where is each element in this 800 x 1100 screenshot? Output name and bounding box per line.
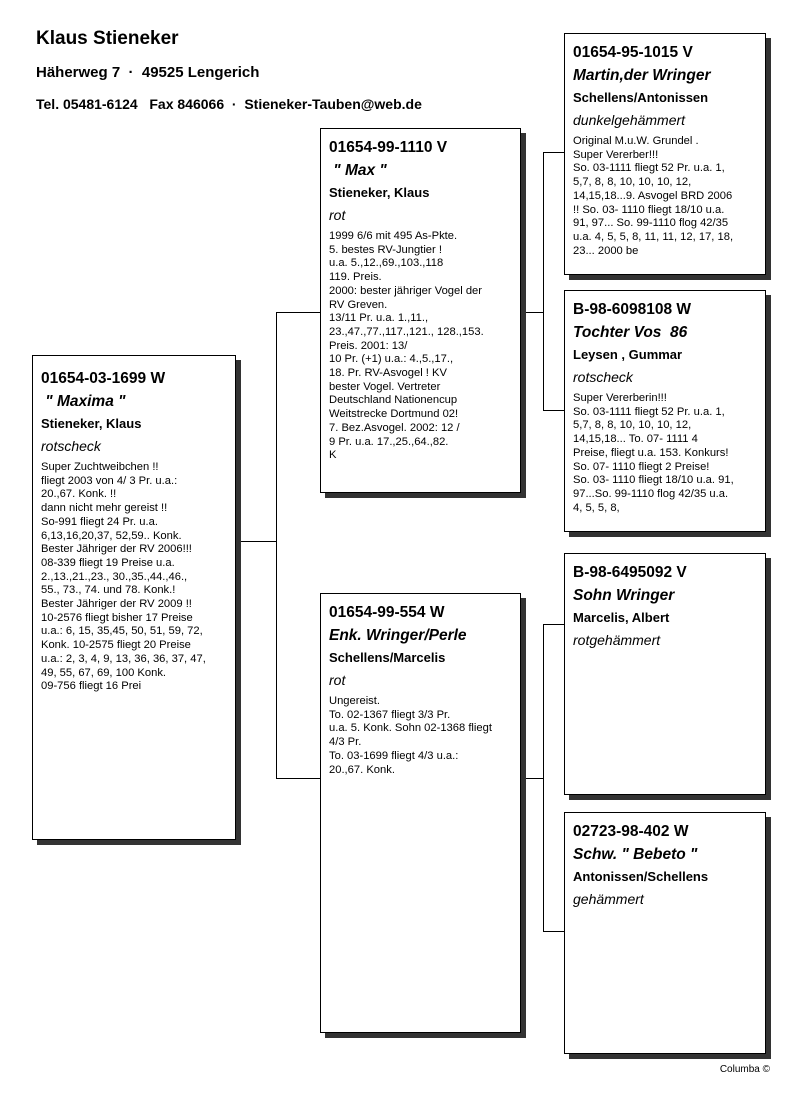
pigeon-color: gehämmert (573, 891, 644, 907)
footer-credit: Columba © (719, 1064, 770, 1075)
maternal-grandmother-card (564, 812, 766, 1054)
ring-number: B-98-6098108 W (573, 301, 692, 318)
breeder-name: Antonissen/Schellens (573, 869, 709, 884)
pigeon-name: " Maxima " (41, 393, 126, 410)
connector-line (276, 778, 320, 779)
ring-number: 01654-99-554 W (329, 604, 445, 621)
paternal-grandfather-card (564, 33, 766, 275)
breeder-name: Leysen , Gummar (573, 347, 683, 362)
mother-pigeon-card (320, 593, 521, 1033)
pigeon-notes: Original M.u.W. Grundel . Super Vererber!!! So. 03-1111 fliegt 52 Pr. u.a. 1, 5,7, 8, 8, 10, 10, 10, 12, 14,15,18...9. Asvogel BRD 2006 !! So. 03- 1110 fliegt 18/10 u.a. 91, 97... So. 99-1110 flog 42/35 u.a. 4, 5, 5, 8, 11, 11, 12, 17, 18, 23... 2000 be (573, 135, 734, 257)
connector-line (543, 152, 544, 410)
owner-address: Häherweg 7 · 49525 Lengerich (36, 64, 260, 81)
pigeon-notes: 1999 6/6 mit 495 As-Pkte. 5. bestes RV-Jungtier ! u.a. 5.,12.,69.,103.,118 119. Preis. 2000: bester jähriger Vogel der RV Greven. 13/11 Pr. u.a. 1.,11., 23.,47.,77.,117.,121., 128.,153. Preis. 2001: 13/ 10 Pr. (+1) u.a.: 4.,5.,17., 18. Pr. RV-Asvogel ! KV bester Vogel. Vertreter Deutschland Nationencup Weitstrecke Dortmund 02! 7. Bez.Asvogel. 2002: 12 / 9 Pr. u.a. 17.,25.,64.,82. K (329, 230, 484, 462)
breeder-name: Stieneker, Klaus (41, 416, 142, 431)
connector-line (543, 624, 564, 625)
pigeon-color: rotgehämmert (573, 632, 661, 648)
pigeon-color: rotscheck (41, 438, 101, 454)
breeder-name: Schellens/Antonissen (573, 90, 709, 105)
connector-line (236, 541, 276, 542)
connector-line (543, 410, 564, 411)
maternal-grandfather-card (564, 553, 766, 795)
owner-contact: Tel. 05481-6124 Fax 846066 · Stieneker-Tauben@web.de (36, 96, 422, 112)
pigeon-name: Schw. " Bebeto " (573, 846, 698, 863)
ring-number: B-98-6495092 V (573, 564, 687, 581)
ring-number: 01654-99-1110 V (329, 139, 448, 156)
pigeon-name: Tochter Vos 86 (573, 324, 688, 341)
connector-line (276, 312, 320, 313)
breeder-name: Marcelis, Albert (573, 610, 670, 625)
paternal-grandmother-card (564, 290, 766, 532)
pigeon-name: Sohn Wringer (573, 587, 675, 604)
pigeon-notes: Ungereist. To. 02-1367 fliegt 3/3 Pr. u.a. 5. Konk. Sohn 02-1368 fliegt 4/3 Pr. To. 03-1699 fliegt 4/3 u.a.: 20.,67. Konk. (329, 695, 492, 776)
father-pigeon-card (320, 128, 521, 493)
ring-number: 02723-98-402 W (573, 823, 689, 840)
ring-number: 01654-95-1015 V (573, 44, 693, 61)
pigeon-color: rotscheck (573, 369, 633, 385)
ring-number: 01654-03-1699 W (41, 370, 166, 387)
pigeon-notes: Super Zuchtweibchen !! fliegt 2003 von 4/ 3 Pr. u.a.: 20.,67. Konk. !! dann nicht mehr gereist !! So-991 fliegt 24 Pr. u.a. 6,13,16,20,37, 52,59.. Konk. Bester Jähriger der RV 2006!!! 08-339 fliegt 19 Preise u.a. 2.,13.,21.,23., 30.,35.,44.,46., 55., 73., 74. und 78. Konk.! Bester Jähriger der RV 2009 !! 10-2576 fliegt bisher 17 Preise u.a.: 6, 15, 35,45, 50, 51, 59, 72, Konk. 10-2575 fliegt 20 Preise u.a.: 2, 3, 4, 9, 13, 36, 36, 37, 47, 49, 55, 67, 69, 100 Konk. 09-756 fliegt 16 Prei (41, 461, 206, 693)
pigeon-name: Enk. Wringer/Perle (329, 627, 467, 644)
owner-name: Klaus Stieneker (36, 28, 179, 49)
connector-line (543, 624, 544, 931)
pigeon-notes: Super Vererberin!!! So. 03-1111 fliegt 52 Pr. u.a. 1, 5,7, 8, 8, 10, 10, 10, 12, 14,15,18... To. 07- 1111 4 Preise, fliegt u.a. 153. Konkurs! So. 07- 1110 fliegt 2 Preise! So. 03- 1110 fliegt 18/10 u.a. 91, 97...So. 99-1110 flog 42/35 u.a. 4, 5, 5, 8, (573, 392, 734, 514)
breeder-name: Stieneker, Klaus (329, 185, 430, 200)
connector-line (276, 312, 277, 778)
breeder-name: Schellens/Marcelis (329, 650, 446, 665)
pigeon-name: Martin,der Wringer (573, 67, 711, 84)
connector-line (543, 931, 564, 932)
pigeon-color: dunkelgehämmert (573, 112, 686, 128)
pigeon-color: rot (329, 207, 346, 223)
subject-pigeon-card (32, 355, 236, 840)
connector-line (521, 778, 543, 779)
connector-line (543, 152, 564, 153)
pigeon-color: rot (329, 672, 346, 688)
pigeon-name: " Max " (329, 162, 387, 179)
connector-line (521, 312, 543, 313)
